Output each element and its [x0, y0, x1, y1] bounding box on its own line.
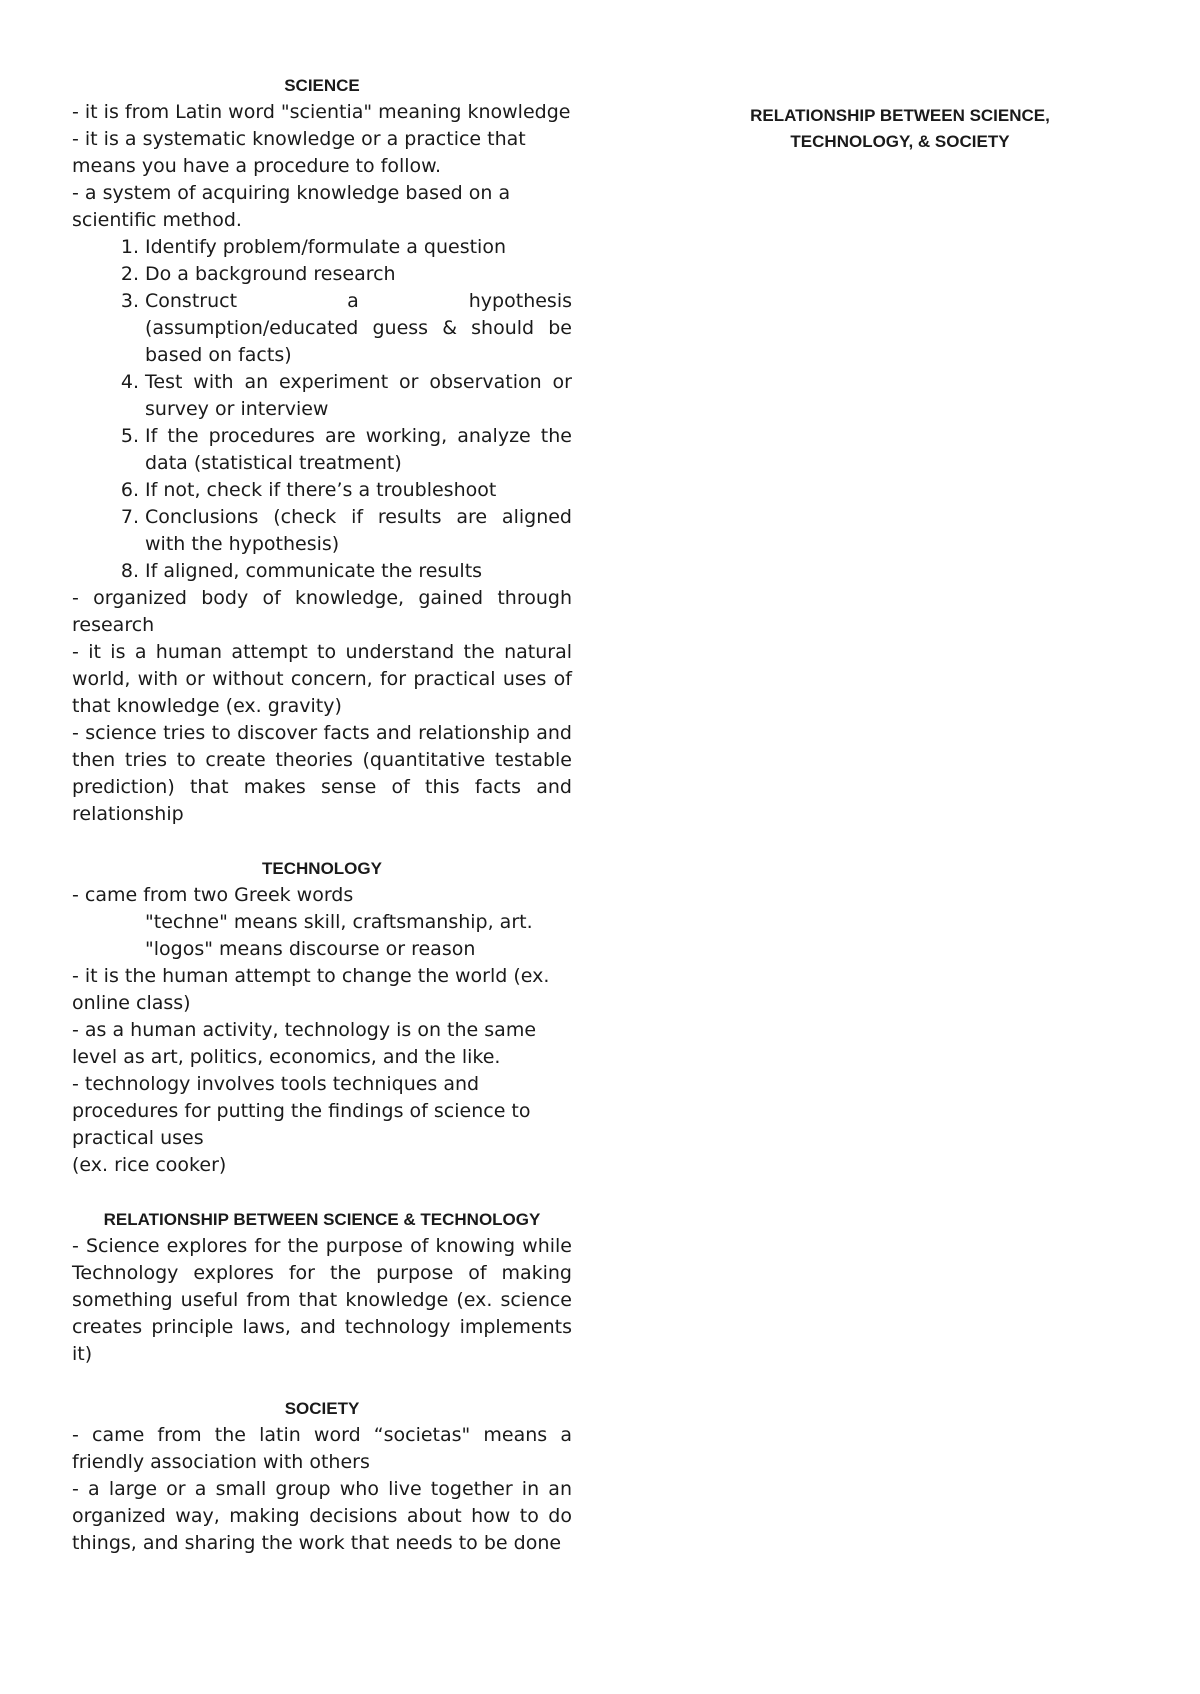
step-number: 7. [120, 506, 139, 528]
technology-heading: TECHNOLOGY [262, 859, 382, 878]
technology-point-2: - as a human activity, technology is on the same level as art, politics, economics, and the like. [72, 1019, 537, 1068]
step-text: If not, check if there’s a troubleshoot [145, 479, 497, 501]
science-intro-3: - a system of acquiring knowledge based on a scientific method. [72, 182, 511, 231]
technology-techne: "techne" means skill, craftsmanship, art. [145, 911, 533, 933]
relationship-heading: RELATIONSHIP BETWEEN SCIENCE & TECHNOLOGY [103, 1210, 541, 1229]
spacer [72, 1368, 572, 1395]
technology-point-3: - technology involves tools techniques and procedures for putting the findings of science to practical uses [72, 1073, 531, 1149]
right-column [700, 103, 1100, 155]
relationship-section [72, 1206, 572, 1368]
technology-section [72, 855, 572, 1179]
step-text: If the procedures are working, analyze the data (statistical treatment) [145, 425, 572, 474]
step-text: Construct a hypothesis (assumption/educated guess & should be based on facts) [145, 290, 572, 366]
technology-point-1: - it is the human attempt to change the world (ex. online class) [72, 965, 550, 1014]
technology-example: (ex. rice cooker) [72, 1154, 227, 1176]
step-text: Do a background research [145, 263, 396, 285]
technology-origin: - came from two Greek words [72, 884, 354, 906]
spacer [72, 1179, 572, 1206]
step-number: 6. [120, 479, 139, 501]
step-text: Conclusions (check if results are aligned with the hypothesis) [145, 506, 572, 555]
spacer [72, 828, 572, 855]
relationship-text: - Science explores for the purpose of knowing while Technology explores for the purpose of making something useful from that knowledge (ex. science creates principle laws, and technology implements it) [72, 1235, 572, 1365]
society-point-2: - a large or a small group who live together in an organized way, making decisions about how to do things, and sharing the work that needs to be done [72, 1478, 572, 1554]
society-section [72, 1395, 572, 1557]
step-number: 5. [120, 425, 139, 447]
step-item [120, 558, 572, 585]
scientific-method-steps [72, 234, 572, 585]
science-point-3: - science tries to discover facts and relationship and then tries to create theories (quantitative testable prediction) that makes sense of this facts and relationship [72, 722, 572, 825]
science-section [72, 72, 572, 828]
science-intro-1: - it is from Latin word "scientia" meaning knowledge [72, 101, 571, 123]
step-item [120, 504, 572, 558]
step-number: 4. [120, 371, 139, 393]
step-item [120, 261, 572, 288]
step-number: 3. [120, 290, 139, 312]
step-item [120, 477, 572, 504]
science-intro-2: - it is a systematic knowledge or a practice that means you have a procedure to follow. [72, 128, 526, 177]
step-item [120, 423, 572, 477]
step-text: If aligned, communicate the results [145, 560, 483, 582]
step-text: Identify problem/formulate a question [145, 236, 506, 258]
sts-heading-line-1: RELATIONSHIP BETWEEN SCIENCE, [750, 106, 1050, 125]
step-item [120, 369, 572, 423]
science-heading: SCIENCE [284, 76, 360, 95]
technology-logos: "logos" means discourse or reason [145, 938, 476, 960]
step-text: Test with an experiment or observation or survey or interview [145, 371, 572, 420]
left-column [72, 72, 572, 1557]
step-number: 1. [120, 236, 139, 258]
society-point-1: - came from the latin word “societas" means a friendly association with others [72, 1424, 572, 1473]
science-point-2: - it is a human attempt to understand the natural world, with or without concern, for practical uses of that knowledge (ex. gravity) [72, 641, 572, 717]
sts-heading-line-2: TECHNOLOGY, & SOCIETY [790, 132, 1010, 151]
step-number: 2. [120, 263, 139, 285]
science-point-1: - organized body of knowledge, gained through research [72, 587, 572, 636]
step-item [120, 288, 572, 369]
step-number: 8. [120, 560, 139, 582]
society-heading: SOCIETY [284, 1399, 360, 1418]
step-item [120, 234, 572, 261]
